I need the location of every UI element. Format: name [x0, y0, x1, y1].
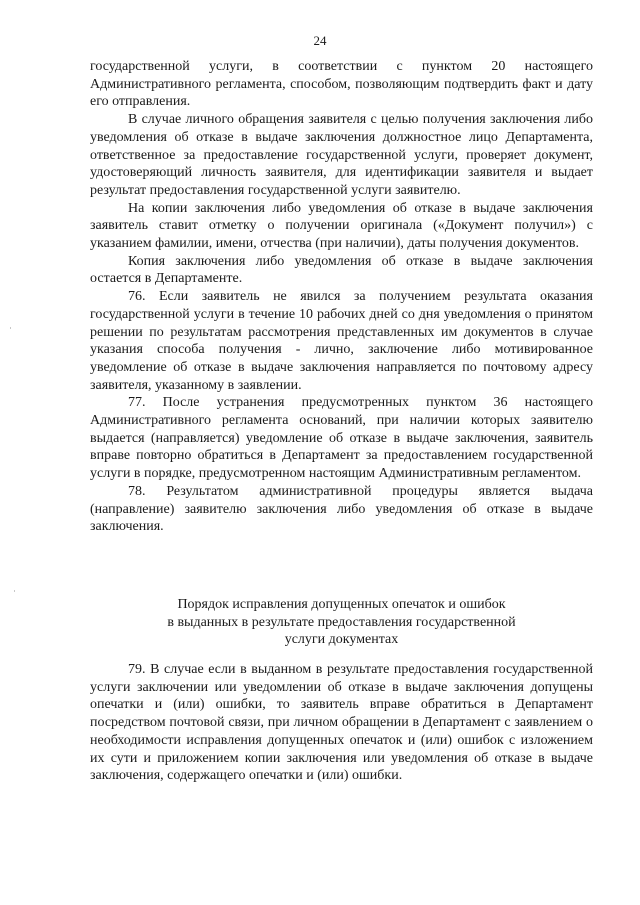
- paragraph-item-79: 79. В случае если в выданном в результате предоставления государственной услуги заключении или уведомлении об отказе в выдаче заключения допущены опечатки и (или) ошибки, то заявитель вправе обратиться в Департамент посредством почтовой связи, при личном обращении в Департамент с заявлением о необходимости исправления допущенных опечаток и (или) ошибок с изложением их сути и приложением копии заключения или уведомления об отказе в выдаче заключения, содержащего опечатки и (или) ошибки.: [90, 662, 593, 784]
- section-heading-line: услуги документах: [284, 632, 399, 647]
- paragraph-continuation: государственной услуги, в соответствии с пунктом 20 настоящего Административного регламента, способом, позволяющим подтвердить факт и дату его отправления.: [90, 59, 593, 110]
- body-text-after-heading: [90, 661, 593, 785]
- paragraph-personal-visit: В случае личного обращения заявителя с целью получения заключения либо уведомления об отказе в выдаче заключения должностное лицо Департамента, ответственное за предоставление государственной услуги, проверяет документ, удостоверяющий личность заявителя, для идентификации заявителя и выдает результат предоставления государственной услуги заявителю.: [90, 112, 593, 198]
- paragraph-copy-retained: Копия заключения либо уведомления об отказе в выдаче заключения остается в Департаменте.: [90, 253, 593, 287]
- body-text-before-heading: [90, 58, 593, 536]
- paragraph-item-76: 76. Если заявитель не явился за получением результата оказания государственной услуги в течение 10 рабочих дней со дня уведомления о принятом решении по результатам рассмотрения представленных им документов в случае указания способа получения - лично, заключение либо мотивированное уведомление об отказе в выдаче заключения направляется по почтовому адресу заявителя, указанному в заявлении.: [90, 289, 593, 393]
- scan-mark: [14, 590, 15, 592]
- section-heading: [90, 596, 593, 649]
- scan-mark: [10, 327, 11, 329]
- section-heading-line: в выданных в результате предоставления государственной: [167, 614, 516, 630]
- section-heading-line: Порядок исправления допущенных опечаток и ошибок: [177, 597, 506, 612]
- paragraph-item-78: 78. Результатом административной процедуры является выдача (направление) заявителю заключения либо уведомления об отказе в выдаче заключения.: [90, 483, 593, 535]
- paragraph-receipt-mark: На копии заключения либо уведомления об отказе в выдаче заключения заявитель ставит отметку о получении оригинала («Документ получил») с указанием фамилии, имени, отчества (при наличии), даты получения документов.: [90, 200, 593, 252]
- paragraph-item-77: 77. После устранения предусмотренных пунктом 36 настоящего Административного регламента оснований, при наличии которых заявителю выдается (направляется) уведомление об отказе в выдаче заключения, заявитель вправе повторно обратиться в Департамент за предоставлением государственной услуги в порядке, предусмотренном настоящим Административным регламентом.: [90, 395, 593, 482]
- page-number: 24: [313, 33, 327, 48]
